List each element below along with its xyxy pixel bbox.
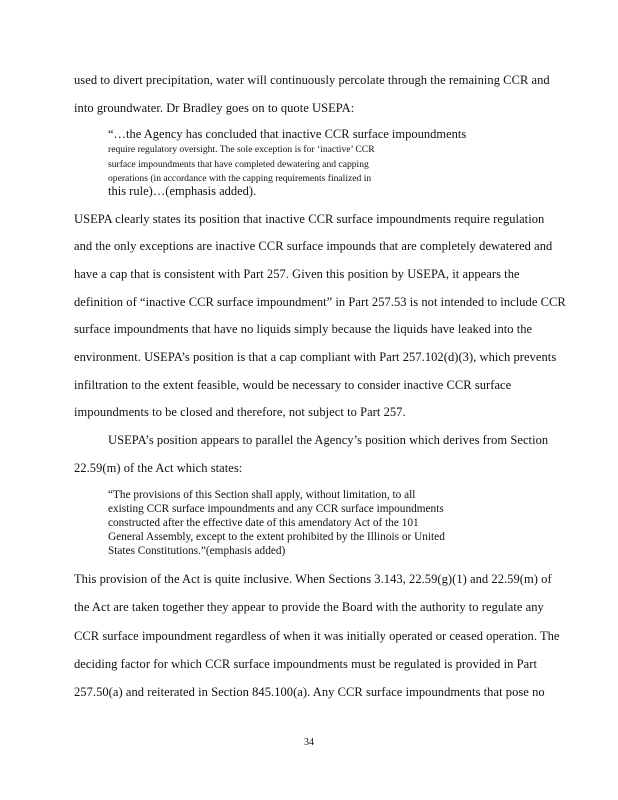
quote-line: “…the Agency has concluded that inactive CCR surface impoundments (108, 127, 467, 141)
body-line: environment. USEPA’s position is that a cap compliant with Part 257.102(d)(3), which prevents (74, 350, 557, 364)
quote-line: General Assembly, except to the extent prohibited by the Illinois or United (108, 531, 445, 543)
body-line: surface impoundments that have no liquids simply because the liquids have leaked into the (74, 322, 533, 336)
body-line: USEPA clearly states its position that inactive CCR surface impoundments require regulation (74, 212, 545, 226)
quote-line: “The provisions of this Section shall apply, without limitation, to all (108, 489, 416, 501)
body-line: infiltration to the extent feasible, would be necessary to consider inactive CCR surface (74, 378, 512, 392)
body-line: into groundwater. Dr Bradley goes on to quote USEPA: (74, 101, 355, 115)
body-line: USEPA’s position appears to parallel the Agency’s position which derives from Section (108, 433, 549, 447)
quote-line: existing CCR surface impoundments and any CCR surface impoundments (108, 503, 444, 515)
quote-line: this rule)…(emphasis added). (108, 184, 257, 198)
body-line: impoundments to be closed and therefore, not subject to Part 257. (74, 405, 406, 419)
body-line: definition of “inactive CCR surface impoundment” in Part 257.53 is not intended to include CCR (74, 295, 566, 309)
page-number: 34 (304, 737, 314, 748)
quote-line: surface impoundments that have completed dewatering and capping (108, 159, 369, 170)
body-line: and the only exceptions are inactive CCR surface impounds that are completely dewatered and (74, 239, 553, 253)
quote-line: require regulatory oversight. The sole exception is for ‘inactive’ CCR (108, 144, 375, 155)
body-line: used to divert precipitation, water will continuously percolate through the remaining CCR and (74, 73, 550, 87)
body-line: deciding factor for which CCR surface impoundments must be regulated is provided in Part (74, 657, 537, 671)
quote-line: States Constitutions.”(emphasis added) (108, 545, 286, 557)
body-line: 22.59(m) of the Act which states: (74, 461, 243, 475)
quote-line: constructed after the effective date of this amendatory Act of the 101 (108, 517, 419, 529)
body-line: have a cap that is consistent with Part 257. Given this position by USEPA, it appears the (74, 267, 520, 281)
body-line: This provision of the Act is quite inclusive. When Sections 3.143, 22.59(g)(1) and 22.59(m) of (74, 572, 552, 586)
body-line: 257.50(a) and reiterated in Section 845.100(a). Any CCR surface impoundments that pose no (74, 685, 545, 699)
body-line: the Act are taken together they appear to provide the Board with the authority to regulate any (74, 600, 544, 614)
body-line: CCR surface impoundment regardless of when it was initially operated or ceased operation. The (74, 629, 560, 643)
quote-line: operations (in accordance with the capping requirements finalized in (108, 173, 372, 184)
